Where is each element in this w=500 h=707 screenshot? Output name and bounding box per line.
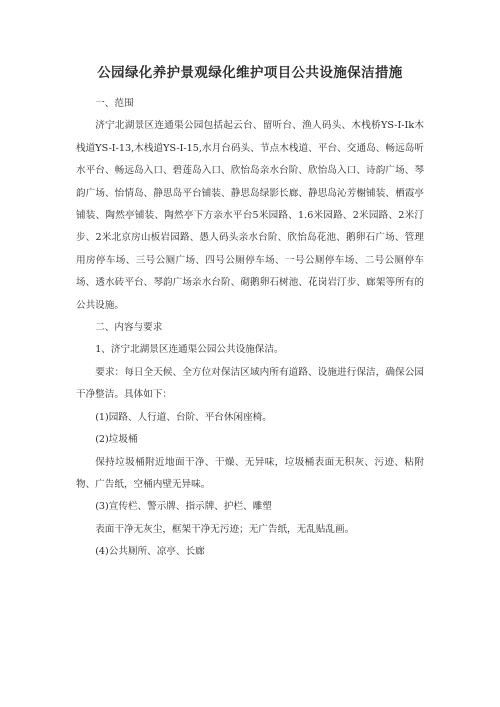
requirement-paragraph: 要求：每日全天候、全方位对保洁区域内所有道路、设施进行保洁，确保公园干净整洁。具体如下： — [76, 366, 424, 401]
sub-item-3-text: 表面干净无灰尘，框架干净无污迹；无广告纸，无乱贴乱画。 — [95, 523, 355, 535]
sub-item-2-text: 保持垃圾桶附近地面干净、干燥、无异味，垃圾桶表面无积灰、污迹、粘附物、广告纸，空桶内壁无异味。 — [76, 456, 424, 490]
section-heading-scope: 一、范围 — [95, 98, 134, 109]
scope-paragraph: 济宁北湖景区连通渠公园包括起云台、留听台、渔人码头、木栈桥YS-I-Ik木栈道YS-I-13,木栈道YS-I-15,水月台码头、节点木栈道、平台、交通岛、畅远岛听水平台、畅远岛入口、碧莲岛入口、欣怡岛亲水台阶、欣怡岛入口、诗韵广场、琴韵广场、怡情岛、静思岛平台铺装、静思岛绿影长廊、静思岛沁芳榭铺装、栖霞亭铺装、陶然亭铺装、陶然亭下方亲水平台5米园路、1.6米园路、2米园路、2米汀步、2米北京房山板岩园路、愚人码头亲水台阶、欣怡岛花池、鹅卵石广场、管理用房停车场、三号公厕广场、四号公厕停车场、一号公厕停车场、二号公厕停车场、透水砖平台、琴韵广场亲水台阶、砌鹅卵石树池、花岗岩汀步、廊架等所有的公共设施。 — [76, 120, 424, 311]
sub-item-3: (3)宣传栏、警示牌、指示牌、护栏、雕塑 — [95, 501, 272, 513]
section-heading-content: 二、内容与要求 — [95, 322, 163, 334]
sub-item-4: (4)公共厕所、凉亭、长廊 — [95, 546, 205, 558]
document-title: 公园绿化养护景观绿化维护项目公共设施保洁措施 — [97, 66, 403, 81]
item-1: 1、济宁北湖景区连通渠公园公共设施保洁。 — [95, 344, 284, 356]
sub-item-2: (2)垃圾桶 — [95, 434, 138, 446]
sub-item-1: (1)园路、人行道、台阶、平台休闲座椅。 — [95, 411, 272, 423]
